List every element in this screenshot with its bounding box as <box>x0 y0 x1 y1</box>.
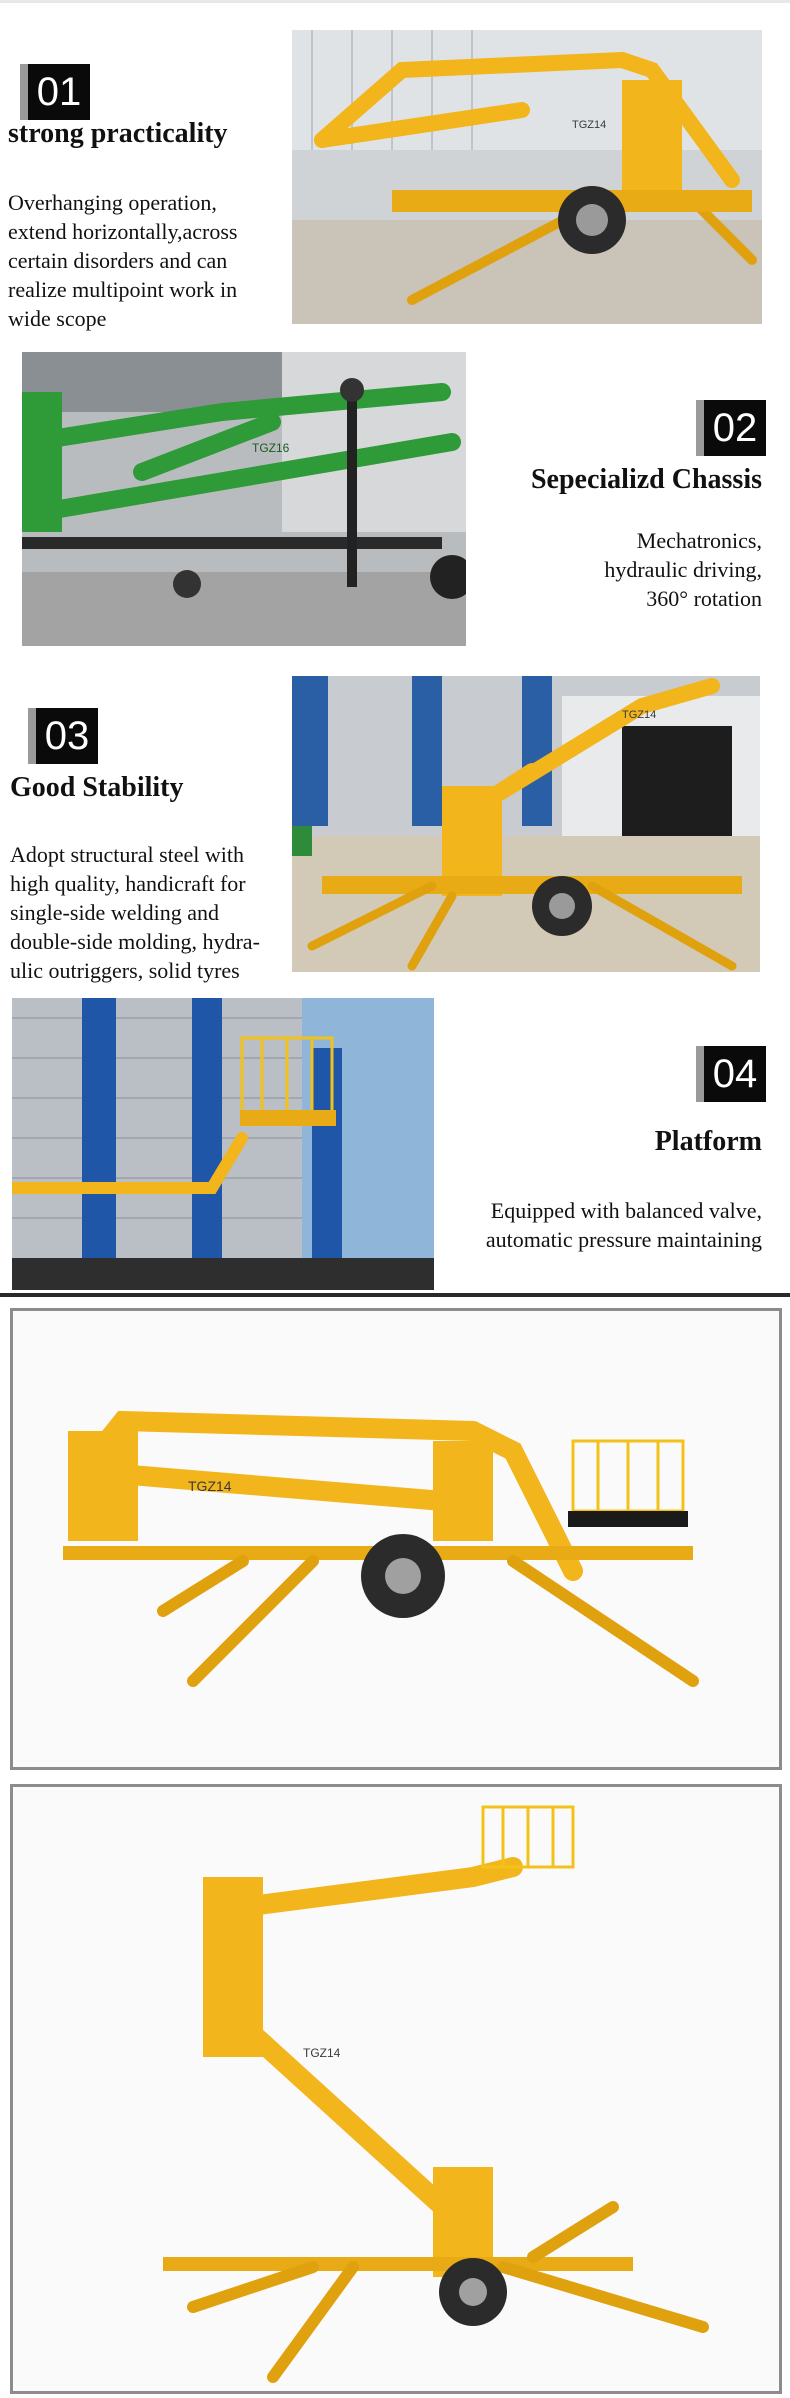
badge-accent-bar <box>696 1046 704 1102</box>
feature-1-badge <box>20 64 90 120</box>
feature-3-number: 03 <box>36 708 98 764</box>
feature-1-title: strong practicality <box>8 118 228 149</box>
feature-1-number: 01 <box>28 64 90 120</box>
product-image-frame-2 <box>10 1784 782 2394</box>
feature-3-description <box>10 840 294 985</box>
feature-1-line: certain disorders and can <box>8 248 228 273</box>
feature-3-line: Adopt structural steel with <box>10 842 245 867</box>
feature-1-line: wide scope <box>8 306 107 331</box>
feature-2-title: Sepecializd Chassis <box>530 464 762 495</box>
product-image-frame-1 <box>10 1308 782 1770</box>
feature-4-description <box>442 1196 762 1254</box>
badge-accent-bar <box>696 400 704 456</box>
product-1-label: TGZ14 <box>188 1478 232 1494</box>
top-rule <box>0 0 790 3</box>
feature-1-line: realize multipoint work in <box>8 277 238 302</box>
feature-3-line: single-side welding and <box>10 900 219 925</box>
feature-4-badge <box>696 1046 766 1102</box>
product-2-label: TGZ14 <box>303 2046 341 2060</box>
feature-2-number: 02 <box>704 400 766 456</box>
feature-3-badge <box>28 708 98 764</box>
feature-2-line: Mechatronics, <box>636 528 762 553</box>
badge-accent-bar <box>28 708 36 764</box>
feature-2-line: hydraulic driving, <box>604 557 762 582</box>
photo-2-label: TGZ16 <box>252 441 290 455</box>
feature-2-photo <box>22 352 466 646</box>
product-image-1 <box>13 1311 779 1767</box>
product-image-2 <box>13 1787 779 2391</box>
feature-1-photo <box>292 30 762 324</box>
feature-1-line: extend horizontally,across <box>8 219 238 244</box>
feature-2-description <box>502 526 762 613</box>
feature-2-line: 360° rotation <box>646 586 762 611</box>
feature-4-photo <box>12 998 434 1290</box>
badge-accent-bar <box>20 64 28 120</box>
feature-3-line: ulic outriggers, solid tyres <box>10 958 240 983</box>
feature-3-title: Good Stability <box>10 772 184 803</box>
feature-4-number: 04 <box>704 1046 766 1102</box>
section-divider <box>0 1293 790 1297</box>
feature-1-description <box>8 188 288 333</box>
feature-2-badge <box>696 400 766 456</box>
feature-4-line: Equipped with balanced valve, <box>490 1198 762 1223</box>
feature-1-line: Overhanging operation, <box>8 190 217 215</box>
feature-4-title: Platform <box>654 1126 762 1157</box>
photo-3-label: TGZ14 <box>622 709 657 721</box>
photo-1-label: TGZ14 <box>572 119 607 131</box>
feature-4-line: automatic pressure maintaining <box>485 1227 762 1252</box>
feature-3-line: high quality, handicraft for <box>10 871 246 896</box>
feature-3-photo <box>292 676 760 972</box>
feature-3-line: double-side molding, hydra- <box>10 929 260 954</box>
